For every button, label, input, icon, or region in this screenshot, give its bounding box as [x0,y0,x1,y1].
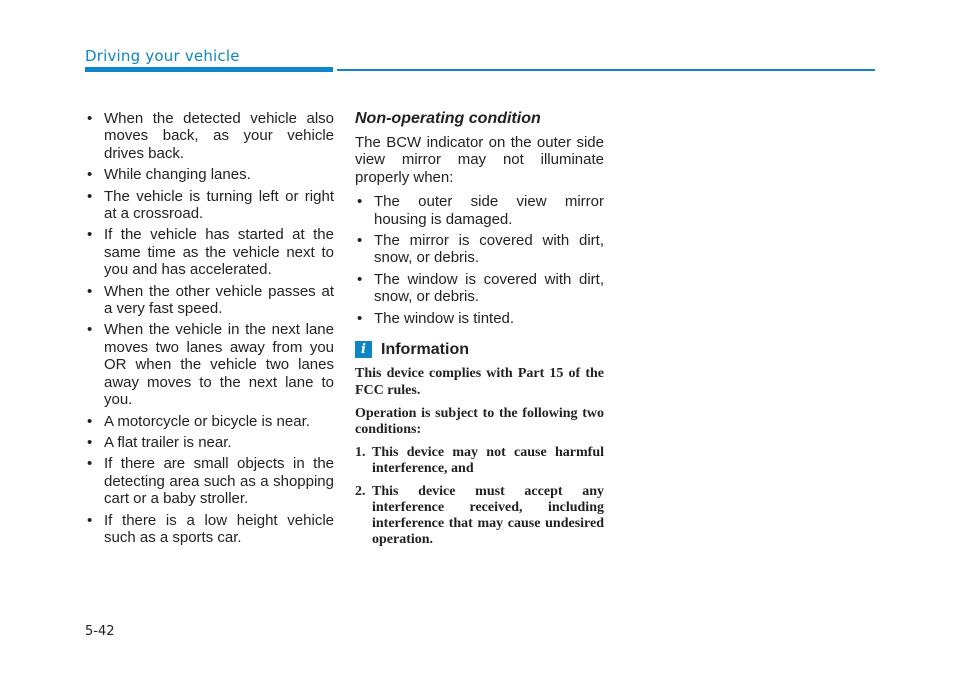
item-number: 2. [355,483,366,499]
list-item: • If there is a low height vehicle such as a sports car. [85,512,334,547]
list-item [355,445,604,477]
list-item [355,484,604,549]
item-text: This device may not cause harmful interference, and [372,445,604,477]
list-item: • If the vehicle has started at the same time as the vehicle next to you and has accelerated. [85,226,334,278]
item-text: This device must accept any interference received, including interference that may cause undesired operation. [372,483,604,548]
fcc-paragraph: This device complies with Part 15 of the FCC rules. [355,366,604,398]
section-title: Driving your vehicle [85,47,240,65]
info-icon: i [355,341,372,358]
header-rule-thick [85,67,333,72]
list-item: • A flat trailer is near. [85,434,334,451]
information-title: Information [381,341,469,359]
conditions-paragraph: Operation is subject to the following two conditions: [355,405,604,438]
list-item: • While changing lanes. [85,166,334,183]
list-item: • The outer side view mirror housing is damaged. [355,193,604,228]
intro-paragraph: The BCW indicator on the outer side view mirror may not illuminate properly when: [355,134,604,186]
right-column [355,110,604,555]
list-item: • When the vehicle in the next lane moves two lanes away from you OR when the vehicle two lanes away moves to the next lane to you. [85,321,334,408]
condition-list [85,110,334,546]
left-column [85,110,334,550]
list-item: • If there are small objects in the detecting area such as a shopping cart or a baby stroller. [85,455,334,507]
list-item: • The window is tinted. [355,310,604,327]
list-item: • The window is covered with dirt, snow, or debris. [355,271,604,306]
information-body [355,366,604,548]
header-rule-thin [337,69,875,71]
list-item: • When the detected vehicle also moves back, as your vehicle drives back. [85,110,334,162]
non-operating-list [355,193,604,327]
page-number: 5-42 [85,624,115,639]
list-item: • When the other vehicle passes at a very fast speed. [85,283,334,318]
list-item: • The vehicle is turning left or right at a crossroad. [85,188,334,223]
list-item: • A motorcycle or bicycle is near. [85,413,334,430]
list-item: • The mirror is covered with dirt, snow, or debris. [355,232,604,267]
information-heading [355,341,604,358]
subheading: Non-operating condition [355,110,541,127]
conditions-list [355,445,604,548]
item-number: 1. [355,445,366,461]
